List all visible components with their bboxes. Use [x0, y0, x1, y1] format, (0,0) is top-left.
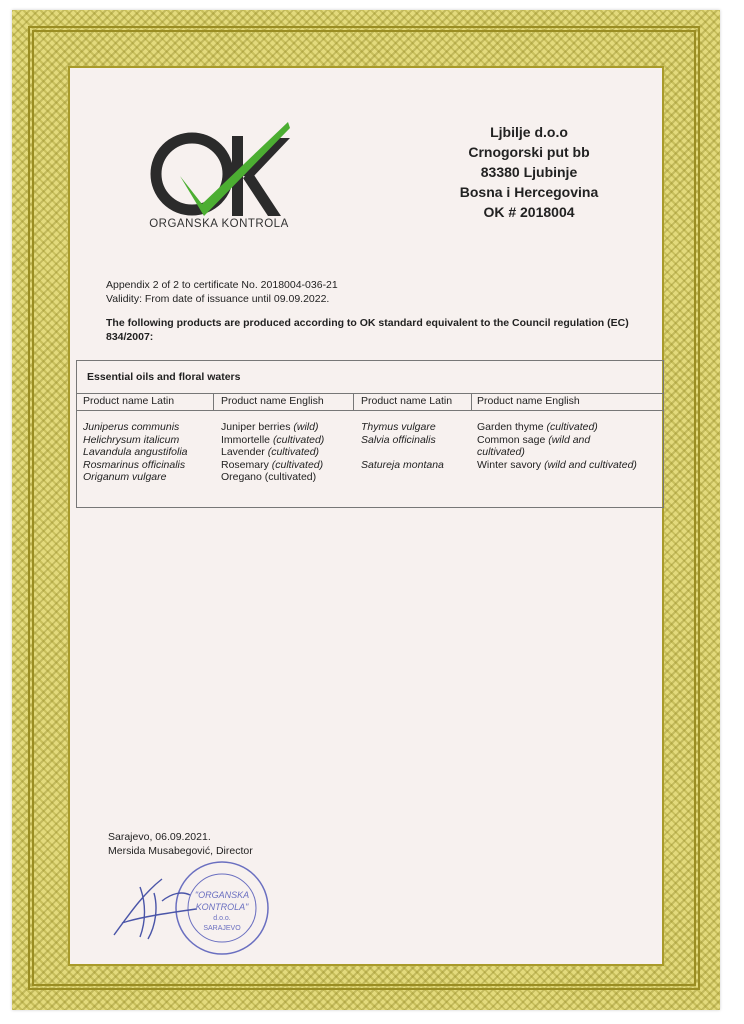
postal-city: 83380 Ljubinje: [480, 164, 578, 180]
products-table: [76, 360, 664, 508]
country: Bosna i Hercegovina: [459, 184, 599, 200]
header-divider: [471, 394, 472, 410]
header-english-1: Product name English: [221, 395, 324, 407]
svg-text:d.o.o.: d.o.o.: [213, 915, 231, 922]
header-latin-1: Product name Latin: [83, 395, 175, 407]
table-cell: Lavandula angustifolia: [83, 446, 188, 458]
signatory: Mersida Musabegović, Director: [108, 845, 253, 857]
table-cell: Garden thyme (cultivated): [477, 421, 598, 433]
column-latin-1: [83, 421, 211, 484]
appendix-line: Appendix 2 of 2 to certificate No. 2018004-036-21: [106, 279, 338, 291]
validity-line: Validity: From date of issuance until 09.09.2022.: [106, 293, 330, 305]
signature-block: [108, 830, 253, 858]
logo-caption: ORGANSKA KONTROLA: [149, 218, 289, 230]
table-cell: Rosemary (cultivated): [221, 458, 324, 471]
table-cell: Thymus vulgare: [361, 421, 436, 433]
certificate-body: [68, 66, 664, 966]
table-cell: Salvia officinalis: [361, 433, 436, 446]
header-english-2: Product name English: [477, 395, 580, 407]
address-block: [424, 122, 634, 222]
logo-k-leg: [243, 172, 281, 216]
table-cell: [361, 446, 469, 459]
table-cell: Satureja montana: [361, 458, 444, 471]
table-header-row: [77, 393, 663, 411]
table-cell: Juniperus communis: [83, 421, 180, 433]
column-english-2: [477, 421, 661, 471]
header-latin-2: Product name Latin: [361, 395, 453, 407]
svg-text:KONTROLA": KONTROLA": [195, 902, 249, 912]
company-name: Ljbilje d.o.o: [490, 124, 568, 140]
table-cell: Lavender (cultivated): [221, 446, 320, 458]
intro-statement: The following products are produced according to OK standard equivalent to the Council regulation (EC) 834/2007:: [106, 317, 629, 343]
table-cell: Immortelle (cultivated): [221, 433, 325, 446]
svg-text:SARAJEVO: SARAJEVO: [203, 925, 241, 932]
table-cell: Common sage (wild and cultivated): [477, 433, 591, 458]
table-cell: Oregano (cultivated): [221, 471, 317, 483]
header-divider: [353, 394, 354, 410]
table-cell: Juniper berries (wild): [221, 421, 319, 433]
table-title: Essential oils and floral waters: [87, 371, 241, 383]
svg-text:"ORGANSKA: "ORGANSKA: [194, 890, 250, 900]
table-cell: Winter savory (wild and cultivated): [477, 458, 637, 471]
header-divider: [213, 394, 214, 410]
place-date: Sarajevo, 06.09.2021.: [108, 831, 211, 843]
street: Crnogorski put bb: [468, 144, 590, 160]
certificate-sheet: [12, 10, 720, 1010]
table-cell: Rosmarinus officinalis: [83, 458, 186, 471]
table-cell: Origanum vulgare: [83, 471, 167, 483]
ok-number: OK # 2018004: [483, 204, 575, 220]
column-english-1: [221, 421, 351, 484]
table-cell: Helichrysum italicum: [83, 433, 180, 446]
appendix-info: [106, 278, 646, 306]
column-latin-2: [361, 421, 469, 471]
handwritten-signature: [110, 873, 200, 943]
